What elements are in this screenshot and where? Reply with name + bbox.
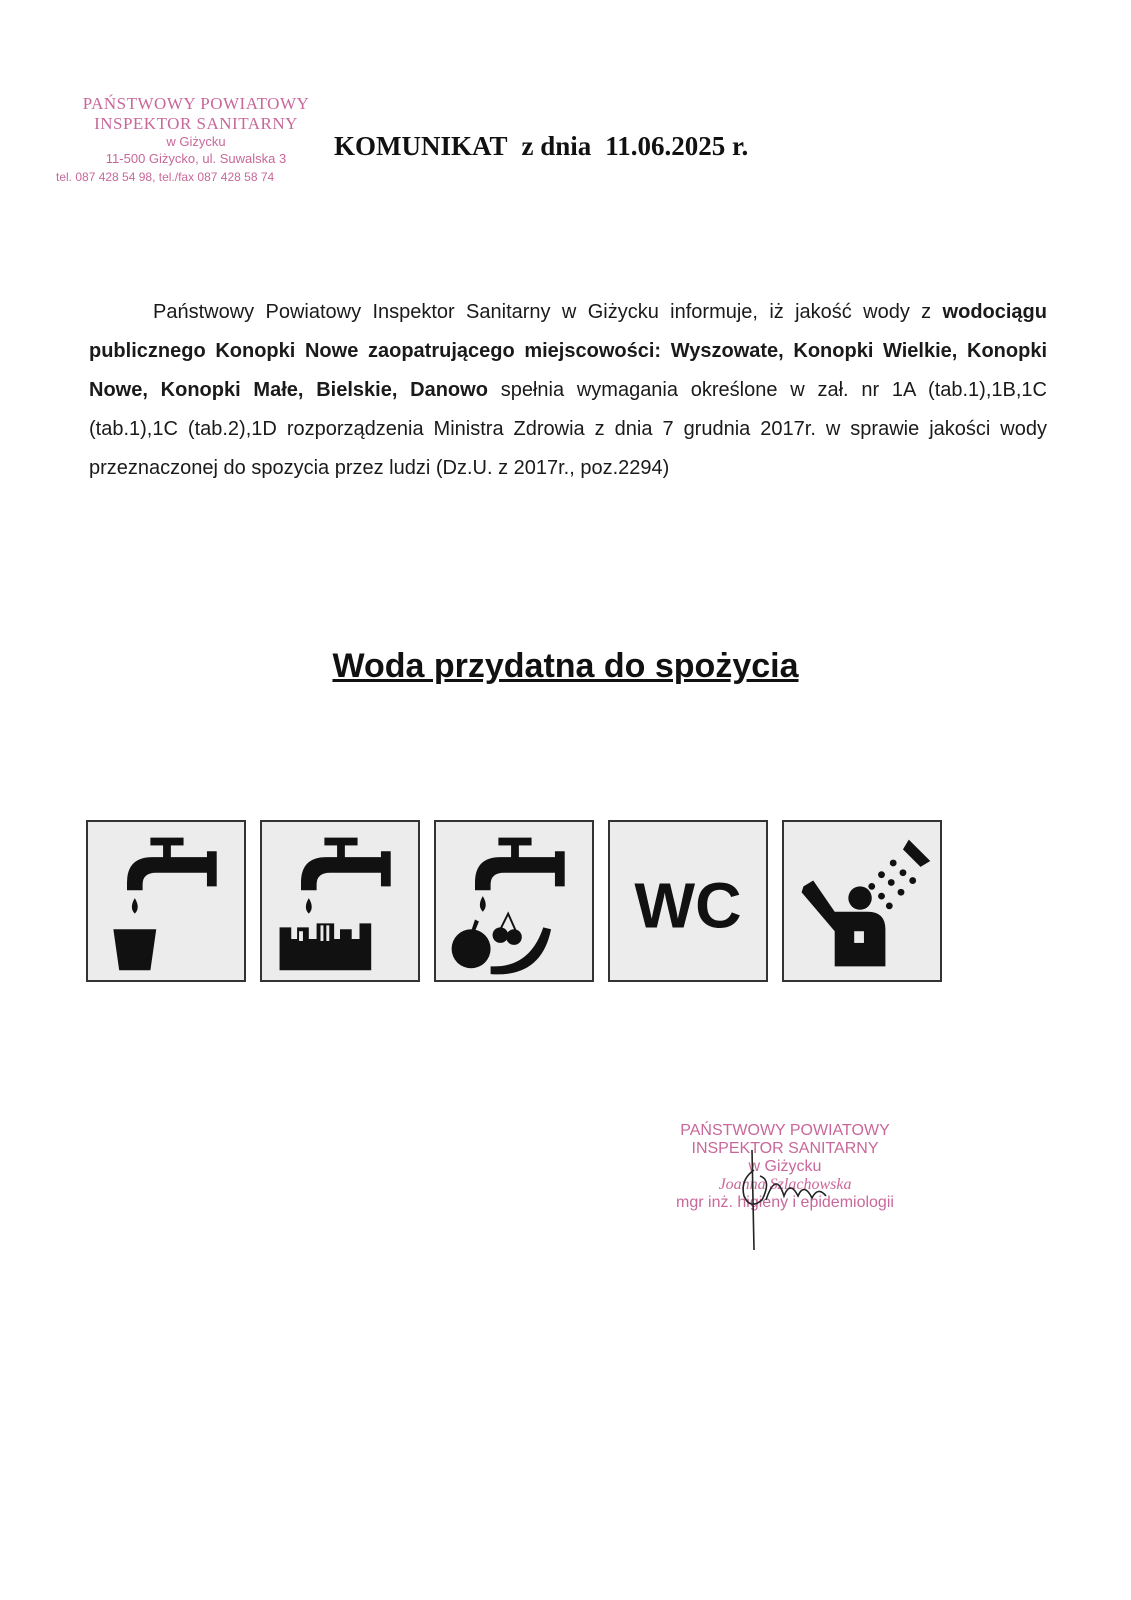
stamp-bottom-name: Joanna Szlachowska [718, 1176, 852, 1193]
paragraph-waterworks: wodociągu publicznego Konopki Nowe zaopatrującego miejscowości: Wyszowate, Konopki Wielkie, Konopki Nowe, Konopki Małe, Bielskie, Danowo [89, 301, 1047, 401]
wc-label: WC [634, 869, 742, 942]
stamp-line-city: w Giżycku [166, 134, 226, 149]
office-stamp [56, 94, 336, 186]
stamp-bottom-city: w Giżycku [748, 1158, 822, 1175]
paragraph-intro: Państwowy Powiatowy Inspektor Sanitarny w Giżycku informuje, iż jakość wody z [153, 301, 943, 323]
stamp-line-phone: tel. 087 428 54 98, tel./fax 087 428 58 74 [56, 170, 275, 184]
stamp-line-inspector: INSPEKTOR SANITARNY [94, 114, 298, 133]
dishwashing-icon [260, 820, 420, 982]
stamp-line-address: 11-500 Giżycko, ul. Suwalska 3 [105, 151, 287, 166]
heading-date: 11.06.2025 r. [605, 131, 749, 161]
heading-word: KOMUNIKAT [334, 131, 508, 161]
stamp-bottom-title: mgr inż. higieny i epidemiologii [676, 1194, 894, 1211]
announcement-paragraph [89, 293, 1047, 488]
verdict-title: Woda przydatna do spożycia [332, 647, 799, 685]
stamp-bottom-office: PAŃSTWOWY POWIATOWY [680, 1122, 890, 1139]
food-washing-icon [434, 820, 594, 982]
shower-icon [782, 820, 942, 982]
document-heading [334, 131, 748, 162]
stamp-bottom-inspector: INSPEKTOR SANITARNY [691, 1140, 879, 1157]
drinking-water-icon [86, 820, 246, 982]
wc-icon [608, 820, 768, 982]
paragraph-regulation: spełnia wymagania określone w zał. nr 1A (tab.1),1B,1C (tab.1),1C (tab.2),1D rozporządzenia Ministra Zdrowia z dnia 7 grudnia 2017r. w sprawie jakości wody przeznaczonej do spozycia przez ludzi (Dz.U. z 2017r., poz.2294) [89, 379, 1047, 479]
stamp-line-office: PAŃSTWOWY POWIATOWY [82, 94, 310, 113]
heading-date-prefix: z dnia [521, 131, 592, 161]
handwritten-signature [720, 1140, 880, 1260]
